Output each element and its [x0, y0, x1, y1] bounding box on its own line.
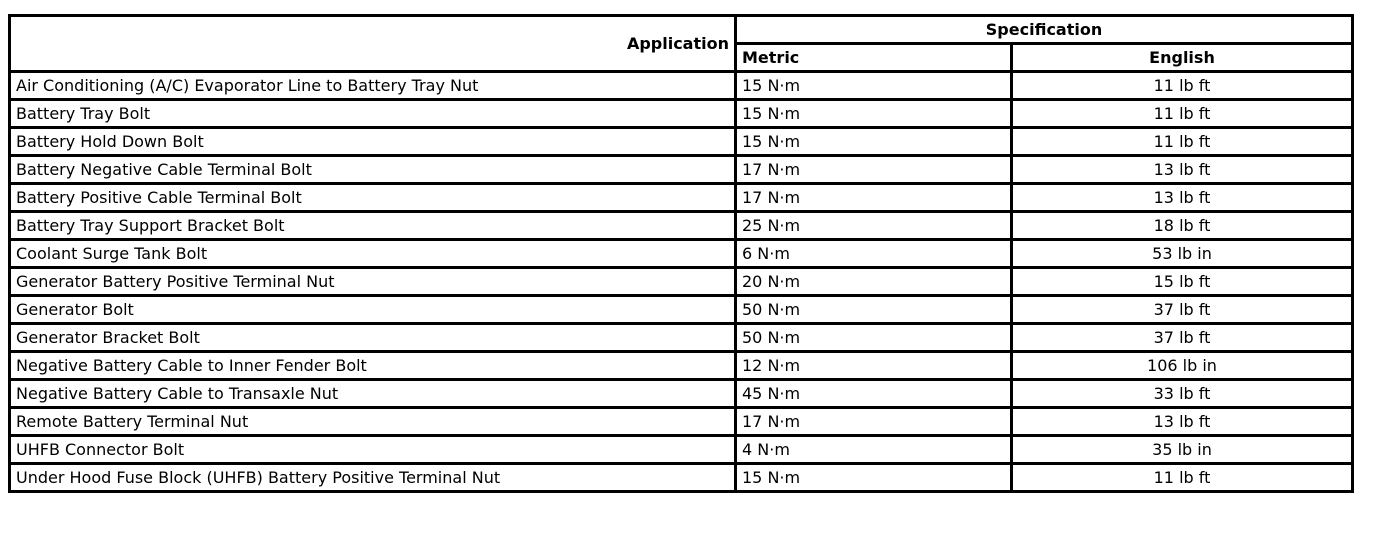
application-cell: Battery Tray Bolt [10, 100, 736, 128]
table-row [10, 268, 1353, 296]
english-cell: 13 lb ft [1012, 156, 1353, 184]
application-cell: Generator Battery Positive Terminal Nut [10, 268, 736, 296]
english-cell: 11 lb ft [1012, 128, 1353, 156]
metric-cell: 6 N·m [736, 240, 1012, 268]
table-row [10, 240, 1353, 268]
metric-cell: 20 N·m [736, 268, 1012, 296]
english-cell: 37 lb ft [1012, 324, 1353, 352]
table-row [10, 464, 1353, 492]
application-cell: Air Conditioning (A/C) Evaporator Line to Battery Tray Nut [10, 72, 736, 100]
metric-cell: 17 N·m [736, 184, 1012, 212]
english-cell: 13 lb ft [1012, 184, 1353, 212]
english-header: English [1012, 44, 1353, 72]
metric-cell: 50 N·m [736, 324, 1012, 352]
application-cell: Battery Tray Support Bracket Bolt [10, 212, 736, 240]
metric-cell: 25 N·m [736, 212, 1012, 240]
application-header: Application [10, 16, 736, 72]
english-cell: 106 lb in [1012, 352, 1353, 380]
application-cell: Negative Battery Cable to Transaxle Nut [10, 380, 736, 408]
table-row [10, 380, 1353, 408]
table-row [10, 436, 1353, 464]
table-row [10, 212, 1353, 240]
metric-cell: 15 N·m [736, 464, 1012, 492]
table-body [10, 72, 1353, 492]
application-cell: Under Hood Fuse Block (UHFB) Battery Positive Terminal Nut [10, 464, 736, 492]
metric-cell: 4 N·m [736, 436, 1012, 464]
english-cell: 53 lb in [1012, 240, 1353, 268]
english-cell: 35 lb in [1012, 436, 1353, 464]
english-cell: 37 lb ft [1012, 296, 1353, 324]
metric-cell: 17 N·m [736, 156, 1012, 184]
english-cell: 15 lb ft [1012, 268, 1353, 296]
application-cell: Generator Bolt [10, 296, 736, 324]
application-cell: Negative Battery Cable to Inner Fender Bolt [10, 352, 736, 380]
application-cell: Battery Positive Cable Terminal Bolt [10, 184, 736, 212]
metric-cell: 15 N·m [736, 72, 1012, 100]
table-header [10, 16, 1353, 72]
table-row [10, 72, 1353, 100]
application-cell: Generator Bracket Bolt [10, 324, 736, 352]
table-row [10, 296, 1353, 324]
english-cell: 33 lb ft [1012, 380, 1353, 408]
application-cell: Battery Hold Down Bolt [10, 128, 736, 156]
english-cell: 11 lb ft [1012, 464, 1353, 492]
application-cell: Coolant Surge Tank Bolt [10, 240, 736, 268]
metric-cell: 12 N·m [736, 352, 1012, 380]
table-row [10, 184, 1353, 212]
fastener-spec-table [8, 14, 1354, 493]
specification-header: Specification [736, 16, 1353, 44]
table-row [10, 352, 1353, 380]
metric-cell: 50 N·m [736, 296, 1012, 324]
table-row [10, 408, 1353, 436]
header-row-top [10, 16, 1353, 44]
metric-cell: 15 N·m [736, 100, 1012, 128]
table-row [10, 128, 1353, 156]
english-cell: 18 lb ft [1012, 212, 1353, 240]
english-cell: 11 lb ft [1012, 72, 1353, 100]
metric-cell: 17 N·m [736, 408, 1012, 436]
application-cell: UHFB Connector Bolt [10, 436, 736, 464]
english-cell: 13 lb ft [1012, 408, 1353, 436]
metric-cell: 15 N·m [736, 128, 1012, 156]
table-row [10, 100, 1353, 128]
table-row [10, 156, 1353, 184]
metric-cell: 45 N·m [736, 380, 1012, 408]
english-cell: 11 lb ft [1012, 100, 1353, 128]
application-cell: Remote Battery Terminal Nut [10, 408, 736, 436]
application-cell: Battery Negative Cable Terminal Bolt [10, 156, 736, 184]
metric-header: Metric [736, 44, 1012, 72]
table-row [10, 324, 1353, 352]
